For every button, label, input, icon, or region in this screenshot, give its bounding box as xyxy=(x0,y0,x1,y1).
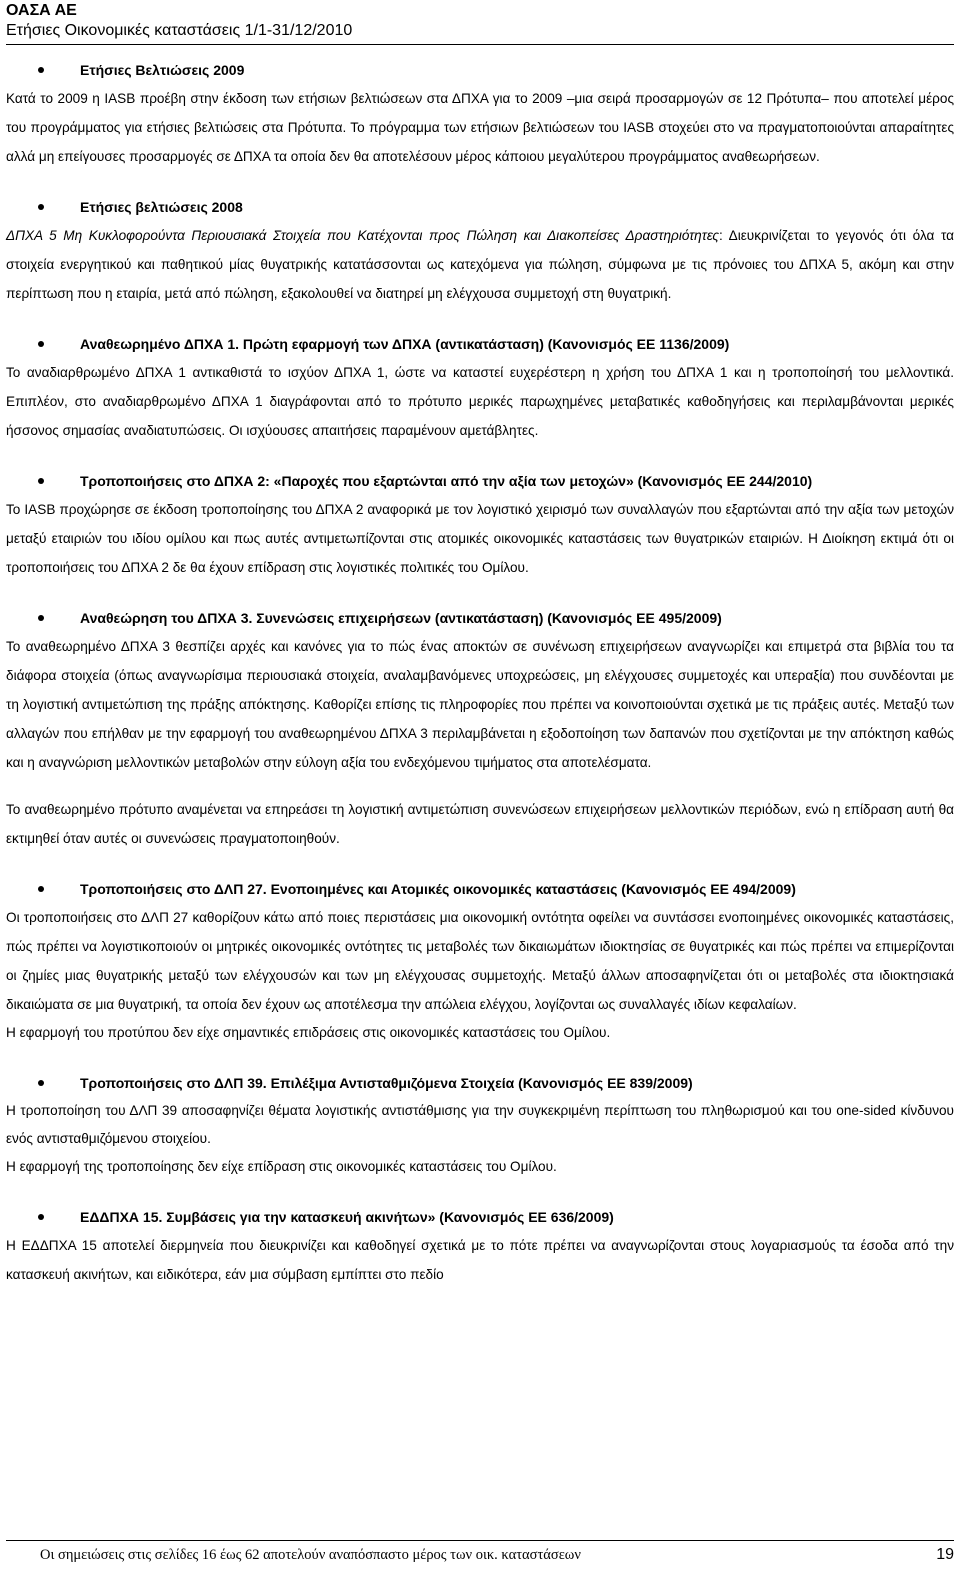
section-heading xyxy=(6,604,954,632)
company-name: ΟΑΣΑ ΑΕ xyxy=(6,2,77,19)
bullet-icon xyxy=(38,478,44,484)
bullet-icon xyxy=(38,1214,44,1220)
bullet-icon xyxy=(38,886,44,892)
footer-divider xyxy=(6,1540,954,1541)
section-ifrs-2 xyxy=(6,467,954,582)
section-title: Ετήσιες Βελτιώσεις 2009 xyxy=(80,62,245,78)
section-ifric-15 xyxy=(6,1203,954,1289)
section-heading xyxy=(6,1203,954,1231)
section-paragraph: Κατά το 2009 η IASB προέβη στην έκδοση των ετήσιων βελτιώσεων στα ΔΠΧΑ για το 2009 –μια σειρά προσαρμογών σε 12 Πρότυπα– που αποτελεί μέρος του προγράμματος για ετήσιες βελτιώσεις στα Πρότυπα. Το πρόγραμμα των ετήσιων βελτιώσεων του IASB στοχεύει στο να πραγματοποιούνται απαραίτητες αλλά μη επείγουσες προσαρμογές σε ΔΠΧΑ τα οποία δεν θα αποτελέσουν μέρος κάποιου μεγαλύτερου προγράμματος αναθεωρήσεων. xyxy=(6,91,954,164)
section-paragraph: Η ΕΔΔΠΧΑ 15 αποτελεί διερμηνεία που διευκρινίζει και καθοδηγεί σχετικά με το πότε πρέπει να αναγνωρίζονται στους λογαριασμούς τα έσοδα από την κατασκευή ακινήτων, και ειδικότερα, εάν μια σύμβαση εμπίπτει στο πεδίο xyxy=(6,1238,954,1282)
section-ias-27 xyxy=(6,875,954,1047)
section-paragraph: Η εφαρμογή της τροποποίησης δεν είχε επίδραση στις οικονομικές καταστάσεις του Ομίλου. xyxy=(6,1159,557,1174)
bullet-icon xyxy=(38,341,44,347)
section-paragraph: Το αναθεωρημένο πρότυπο αναμένεται να επηρεάσει τη λογιστική αντιμετώπιση συνενώσεων επιχειρήσεων μελλοντικών περιόδων, ενώ η επίδραση αυτή θα εκτιμηθεί όταν αυτές οι συνενώσεις πραγματοποιηθούν. xyxy=(6,802,954,846)
section-heading xyxy=(6,330,954,358)
standard-reference: ΔΠΧΑ 5 Μη Κυκλοφορούντα Περιουσιακά Στοιχεία που Κατέχονται προς Πώληση και Διακοπείσες Δραστηριότητες xyxy=(6,228,720,243)
section-title: Αναθεώρηση του ΔΠΧΑ 3. Συνενώσεις επιχειρήσεων (αντικατάσταση) (Κανονισμός ΕΕ 495/2009) xyxy=(80,610,722,626)
section-heading xyxy=(6,56,954,84)
bullet-icon xyxy=(38,67,44,73)
bullet-icon xyxy=(38,615,44,621)
section-ias-39 xyxy=(6,1069,954,1181)
section-annual-improvements-2008 xyxy=(6,193,954,308)
bullet-icon xyxy=(38,204,44,210)
section-heading xyxy=(6,875,954,903)
section-paragraph: Η εφαρμογή του προτύπου δεν είχε σημαντικές επιδράσεις στις οικονομικές καταστάσεις του Ομίλου. xyxy=(6,1025,611,1040)
paragraph-text: : Διευκρινίζεται το γεγονός ότι όλα τα στοιχεία ενεργητικού και παθητικού μίας θυγατρικής κατατάσσονται ως κατεχόμενα για πώληση, σύμφωνα με τις πρόνοιες του ΔΠΧΑ 5, ακόμη και στην περίπτωση που η εταιρία, μετά από πώληση, εξακολουθεί να διατηρεί μη ελέγχουσα συμμετοχή στη θυγατρική. xyxy=(6,228,955,301)
bullet-icon xyxy=(38,1080,44,1086)
footer-note: Οι σημειώσεις στις σελίδες 16 έως 62 αποτελούν αναπόσπαστο μέρος των οικ. καταστάσεων xyxy=(40,1547,581,1563)
section-heading xyxy=(6,193,954,221)
section-paragraph: Το αναθεωρημένο ΔΠΧΑ 3 θεσπίζει αρχές και κανόνες για το πώς ένας αποκτών σε συνένωση επιχειρήσεων αναγνωρίζει και επιμετρά στα βιβλία του τα διάφορα στοιχεία (όπως αναγνωρίσιμα περιουσιακά στοιχεία, αναλαμβανόμενες υποχρεώσεις, μη ελέγχουσες συμμετοχές και υπεραξία) που συνδέονται με τη λογιστική αντιμετώπιση της πράξης απόκτησης. Καθορίζει επίσης τις πληροφορίες που πρέπει να κοινοποιούνται σχετικά με τις πράξεις αυτές. Μεταξύ των αλλαγών που επήλθαν με την εφαρμογή του αναθεωρημένου ΔΠΧΑ 3 περιλαμβάνεται η εξοδοποίηση των δαπανών που σχετίζονται με την απόκτηση καθώς και η αναγνώριση μελλοντικών μεταβολών στην εύλογη αξία του ενδεχόμενου τιμήματος στα αποτελέσματα. xyxy=(6,639,954,770)
section-paragraph: Οι τροποποιήσεις στο ΔΛΠ 27 καθορίζουν κάτω από ποιες περιστάσεις μια οικονομική οντότητα οφείλει να συντάσσει ενοποιημένες οικονομικές καταστάσεις, πώς πρέπει να λογιστικοποιούν οι μητρικές οικονομικές οντότητες τις μεταβολές των δικαιωμάτων ιδιοκτησίας σε θυγατρικές και πώς πρέπει να επιμερίζονται οι ζημίες μιας θυγατρικής μεταξύ των ελέγχουσών και των μη ελέγχουσας συμμετοχής. Μεταξύ άλλων αποσαφηνίζεται ότι οι μεταβολές στα ιδιοκτησιακά δικαιώματα σε μια θυγατρική, τα οποία δεν έχουν ως αποτέλεσμα την απώλεια ελέγχου, λογίζονται ως συναλλαγές ιδίων κεφαλαίων. xyxy=(6,910,954,1012)
section-heading xyxy=(6,1069,954,1097)
section-heading xyxy=(6,467,954,495)
section-title: Τροποποιήσεις στο ΔΛΠ 27. Ενοποιημένες και Ατομικές οικονομικές καταστάσεις (Κανονισμός ΕΕ 494/2009) xyxy=(80,881,796,897)
section-annual-improvements-2009 xyxy=(6,56,954,171)
page-header xyxy=(6,0,352,41)
section-ifrs-1 xyxy=(6,330,954,445)
section-title: Αναθεωρημένο ΔΠΧΑ 1. Πρώτη εφαρμογή των ΔΠΧΑ (αντικατάσταση) (Κανονισμός ΕΕ 1136/2009) xyxy=(80,336,730,352)
section-title: Τροποποιήσεις στο ΔΠΧΑ 2: «Παροχές που εξαρτώνται από την αξία των μετοχών» (Κανονισμός ΕΕ 244/2010) xyxy=(80,473,813,489)
section-title: Τροποποιήσεις στο ΔΛΠ 39. Επιλέξιμα Αντισταθμιζόμενα Στοιχεία (Κανονισμός ΕΕ 839/2009) xyxy=(80,1075,693,1091)
page-number: 19 xyxy=(936,1546,954,1563)
section-paragraph: Το IASB προχώρησε σε έκδοση τροποποίησης του ΔΠΧΑ 2 αναφορικά με τον λογιστικό χειρισμό των συναλλαγών που εξαρτώνται από την αξία των μετοχών μεταξύ εταιριών του ιδίου ομίλου και πως αυτές αντιμετωπίζονται στις ατομικές οικονομικές καταστάσεις των θυγατρικών εταιριών. Η Διοίκηση εκτιμά ότι οι τροποποιήσεις του ΔΠΧΑ 2 δε θα έχουν επίδραση στις λογιστικές πολιτικές του Ομίλου. xyxy=(6,502,954,575)
page-footer xyxy=(40,1545,954,1565)
document-subtitle: Ετήσιες Οικονομικές καταστάσεις 1/1-31/12/2010 xyxy=(6,22,353,39)
section-title: Ετήσιες βελτιώσεις 2008 xyxy=(80,199,243,215)
section-paragraph: Η τροποποίηση του ΔΛΠ 39 αποσαφηνίζει θέματα λογιστικής αντιστάθμισης για την συγκεκριμένη περίπτωση του πληθωρισμού και του one-sided κίνδυνου ενός αντισταθμιζόμενου στοιχείου. xyxy=(6,1103,954,1146)
section-paragraph: Το αναδιαρθρωμένο ΔΠΧΑ 1 αντικαθιστά το ισχύον ΔΠΧΑ 1, ώστε να καταστεί ευχερέστερη η χρήση του ΔΠΧΑ 1 και η τροποποίησή του μελλοντικά. Επιπλέον, στο αναδιαρθρωμένο ΔΠΧΑ 1 διαγράφονται από το πρότυπο μερικές παρωχημένες μεταβατικές καθοδηγήσεις και περιλαμβάνονται μερικές ήσσονος σημασίας αναδιατυπώσεις. Οι ισχύουσες απαιτήσεις παραμένουν αμετάβλητες. xyxy=(6,365,954,438)
section-paragraph xyxy=(6,221,954,308)
section-ifrs-3 xyxy=(6,604,954,853)
section-title: ΕΔΔΠΧΑ 15. Συμβάσεις για την κατασκευή ακινήτων» (Κανονισμός ΕΕ 636/2009) xyxy=(80,1209,614,1225)
header-divider xyxy=(6,44,954,45)
document-body xyxy=(6,56,954,1289)
